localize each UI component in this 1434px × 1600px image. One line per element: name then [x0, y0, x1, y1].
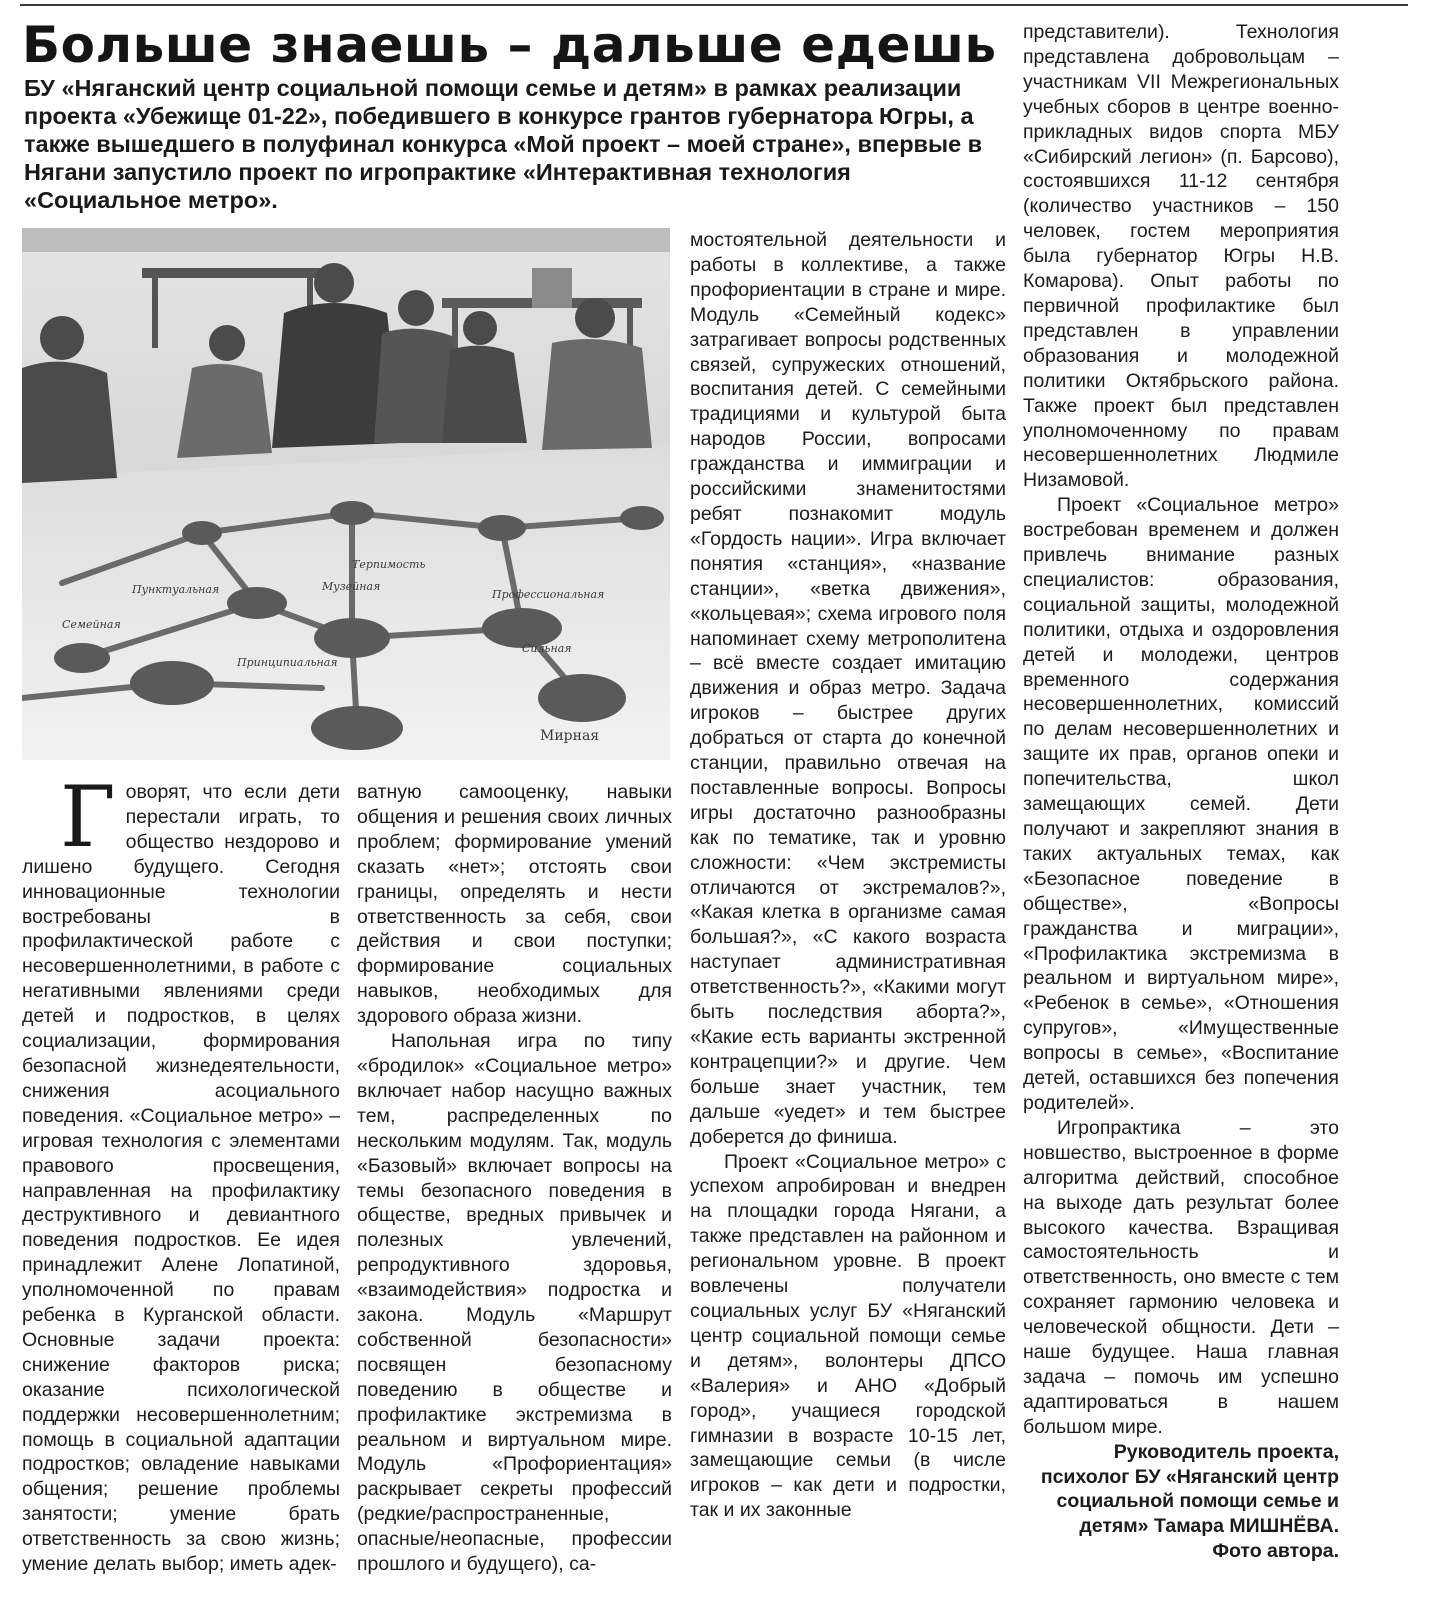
paragraph: мостоятельной деятельности и работы в коллективе, а также профориентации в стране и мире. Модуль «Семейный кодекс» затрагивает вопросы родственных связей, супружеских отношений, воспитания детей. С семейными традициями и культурой быта народов России, вопросами гражданства и иммиграции и российскими знаменитостями ребят познакомит модуль «Гордость нации». Игра включает понятия «станция», «название станции», «ветка движения», «кольцевая»; схема игрового поля напоминает схему метрополитена – всё вместе создает имитацию движения и образ метро. Задача игроков – быстрее других добраться от старта до конечной станции, правильно отвечая на поставленные вопросы. Вопросы игры достаточно разнообразны как по тематике, так и уровню сложности: «Чем экстремисты отличаются от экстремалов?», «Какая клетка в организме самая большая?», «С какого возраста наступает административная ответственность?», «Какими могут быть последствия аборта?», «Какие есть варианты экстренной контрацепции?» и другие. Чем больше знает участник, тем дальше «уедет» и тем быстрее доберется до финиша. — [690, 229, 1006, 1148]
station-label: Принципиальная — [237, 656, 338, 669]
article-column-4 — [1023, 20, 1339, 1564]
station-label: Профессиональная — [492, 588, 605, 601]
station-label: Мирная — [540, 728, 600, 744]
photo-credit: Фото автора. — [1212, 1540, 1339, 1563]
paragraph: Напольная игра по типу «бродилок» «Социальное метро» включает набор насущно важных тем, распределенных по нескольким модулям. Так, модуль «Базовый» включает вопросы на темы безопасного поведения в обществе, вредных привычек и полезных увлечений, репродуктивного здоровья, «взаимодействия» подростка и закона. Модуль «Маршрут собственной безопасности» посвящен безопасному поведению в обществе и профилактике экстремизма в реальном и виртуальном мире. Модуль «Профориентация» раскрывает секреты профессий (редкие/распространенные, опасные/неопасные, профессии прошлого и будущего), са- — [357, 1030, 672, 1576]
article-lead: БУ «Няганский центр социальной помощи семье и детям» в рамках реализации проекта «Убежище 01-22», победившего в конкурсе грантов губернатора Югры, а также вышедшего в полуфинал конкурса «Мой проект – моей стране», впервые в Нягани запустило проект по игропрактике «Интерактивная технология «Социальное метро». — [24, 75, 983, 213]
article-column-3 — [690, 228, 1006, 1523]
drop-cap: Г — [60, 768, 116, 866]
article-photo — [22, 228, 670, 760]
paragraph: Проект «Социальное метро» востребован временем и должен привлечь внимание разных специалистов: образования, социальной защиты, молодежной политики, отдыха и оздоровления детей и молодежи, центров временного содержания несовершеннолетних, комиссий по делам несовершеннолетних и защите их прав, органов опеки и попечительства, школ замещающих семей. Дети получают и закрепляют знания в таких актуальных темах, как «Безопасное поведение в обществе», «Вопросы гражданства и миграции», «Профилактика экстремизма в реальном и виртуальном мире», «Ребенок в семье», «Отношения супругов», «Имущественные вопросы в семье», «Воспитание детей, оставшихся без попечения родителей». — [1023, 494, 1339, 1114]
station-label: Терпимость — [352, 558, 426, 571]
station-label: Пунктуальная — [132, 583, 220, 596]
station-label: Музейная — [322, 580, 381, 593]
article-headline: Больше знаешь – дальше едешь — [22, 16, 997, 74]
author-signature: Руководитель проекта, психолог БУ «Няганский центр социальной помощи семье и детям» Тамара МИШНЁВА. — [1040, 1440, 1339, 1538]
article-column-2 — [357, 780, 672, 1577]
paragraph: Проект «Социальное метро» с успехом апробирован и внедрен на площадки города Нягани, а также представлен на районном и региональном уровне. В проект вовлечены получатели социальных услуг БУ «Няганский центр социальной помощи семье и детям», волонтеры ДПСО «Валерия» и АНО «Добрый город», учащиеся городской гимназии в возрасте 10-15 лет, замещающие семьи (в числе игроков – как дети и подростки, так и их законные — [690, 1150, 1006, 1522]
paragraph: представители). Технология представлена добровольцам – участникам VII Межрегиональных учебных сборов в центре военно-прикладных видов спорта МБУ «Сибирский легион» (п. Барсово), состоявшихся 11-12 сентября (количество участников – 150 человек, гостем мероприятия была губернатор Югры Н.В. Комарова). Опыт работы по первичной профилактике был представлен в управлении образования и молодежной политики Октябрьского района. Также проект был представлен уполномоченному по правам несовершеннолетних Людмиле Низамовой. — [1023, 21, 1339, 492]
paragraph: оворят, что если дети перестали играть, то общество нездорово и лишено будущего. Сегодня инновационные технологии востребованы в профилактической работе с несовершеннолетними, в работе с негативными явлениями среди детей и подростков, в целях социализации, формирования безопасной жизнедеятельности, снижения асоциального поведения. «Социальное метро» – игровая технология с элементами правового просвещения, направленная на профилактику деструктивного и девиантного поведения подростков. Ее идея принадлежит Алене Лопатиной, уполномоченной по правам ребенка в Курганской области. Основные задачи проекта: снижение факторов риска; оказание психологической поддержки несовершеннолетним; помощь в социальной адаптации подростков; овладение навыками общения; решение проблемы занятости; умение брать ответственность за свою жизнь; умение делать выбор; иметь адек- — [22, 781, 340, 1576]
station-label: Семейная — [62, 618, 121, 631]
top-rule — [20, 4, 1408, 6]
paragraph: Игропрактика – это новшество, выстроенное в форме алгоритма действий, способное на выходе дать результат более высокого качества. Взращивая самостоятельность и ответственность, оно вместе с тем сохраняет гармонию человека и человеческой общности. Дети – наше будущее. Наша главная задача – помочь им успешно адаптироваться в нашем большом мире. — [1023, 1116, 1339, 1438]
station-label: Сильная — [522, 642, 572, 655]
paragraph: ватную самооценку, навыки общения и решения своих личных проблем; формирование умений сказать «нет»; отстоять свои границы, определять и нести ответственность за себя, свои действия и свои поступки; формирование социальных навыков, необходимых для здорового образа жизни. — [357, 781, 672, 1028]
article-column-1 — [22, 768, 340, 1577]
